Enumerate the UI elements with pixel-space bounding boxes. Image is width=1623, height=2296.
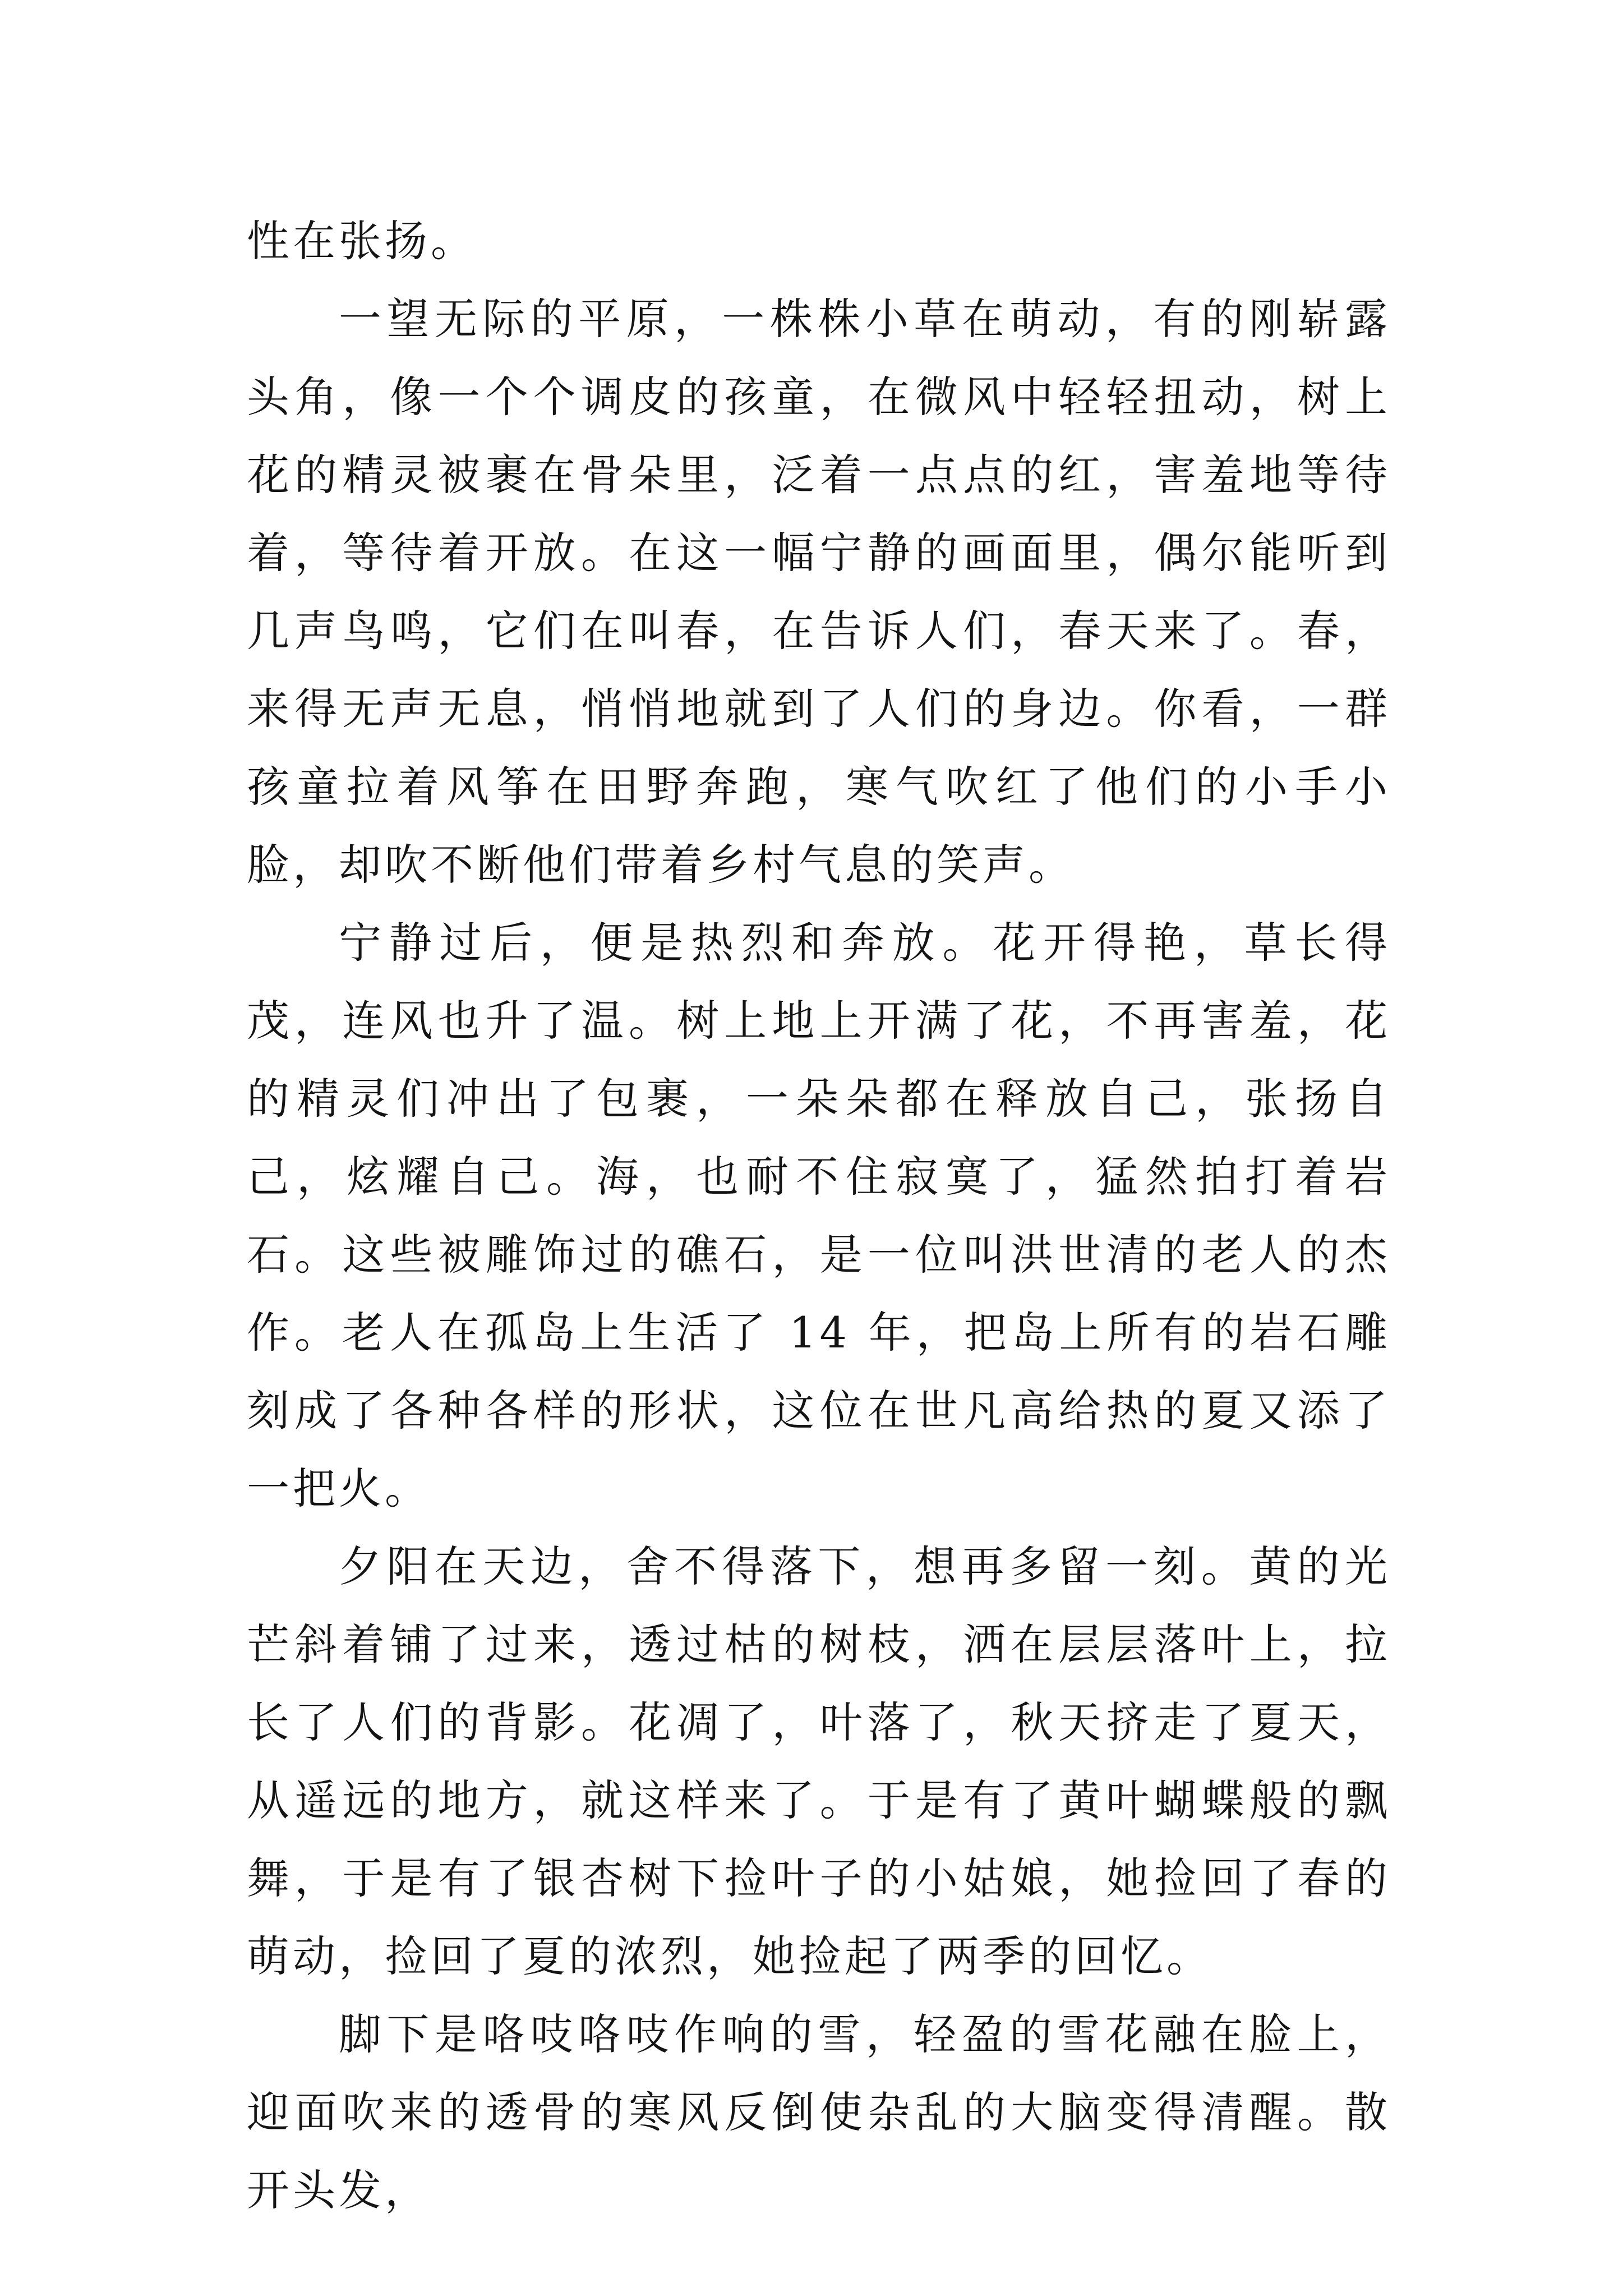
paragraph-3: 宁静过后，便是热烈和奔放。花开得艳，草长得茂，连风也升了温。树上地上开满了花，不再害羞，花的精灵们冲出了包裹，一朵朵都在释放自己，张扬自己，炫耀自己。海，也耐不住寂寞了，猛然拍打着岩石。这些被雕饰过的礁石，是一位叫洪世清的老人的杰作。老人在孤岛上生活了 14 年，把岛上所有的岩石雕刻成了各种各样的形状，这位在世凡高给热的夏又添了一把火。 (247, 918, 1391, 1513)
document-body (247, 202, 1391, 2229)
paragraph-4: 夕阳在天边，舍不得落下，想再多留一刻。黄的光芒斜着铺了过来，透过枯的树枝，洒在层层落叶上，拉长了人们的背影。花凋了，叶落了，秋天挤走了夏天，从遥远的地方，就这样来了。于是有了黄叶蝴蝶般的飘舞，于是有了银杏树下捡叶子的小姑娘，她捡回了春的萌动，捡回了夏的浓烈，她捡起了两季的回忆。 (247, 1542, 1391, 1981)
paragraph-5: 脚下是咯吱咯吱作响的雪，轻盈的雪花融在脸上，迎面吹来的透骨的寒风反倒使杂乱的大脑变得清醒。散开头发， (247, 2009, 1391, 2215)
paragraph-2: 一望无际的平原，一株株小草在萌动，有的刚崭露头角，像一个个调皮的孩童，在微风中轻轻扭动，树上花的精灵被裹在骨朵里，泛着一点点的红，害羞地等待着，等待着开放。在这一幅宁静的画面里，偶尔能听到几声鸟鸣，它们在叫春，在告诉人们，春天来了。春，来得无声无息，悄悄地就到了人们的身边。你看，一群孩童拉着风筝在田野奔跑，寒气吹红了他们的小手小脸，却吹不断他们带着乡村气息的笑声。 (247, 294, 1391, 890)
paragraph-1: 性在张扬。 (247, 216, 477, 266)
